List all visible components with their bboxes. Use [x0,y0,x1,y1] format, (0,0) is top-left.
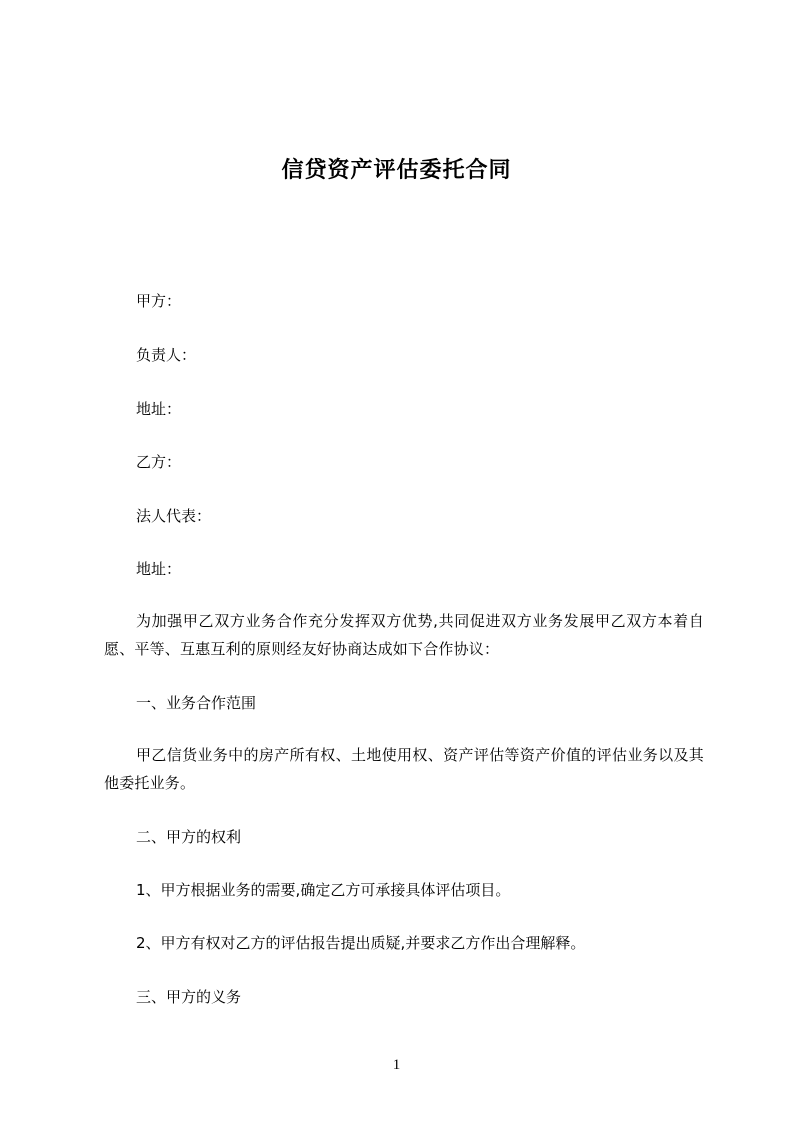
section-2-heading: 二、甲方的权利 [136,828,242,846]
section-2-item-2: 2、甲方有权对乙方的评估报告提出质疑,并要求乙方作出合理解释。 [136,934,586,952]
party-a-address-label: 地址： [136,400,182,418]
intro-paragraph: 为加强甲乙双方业务合作充分发挥双方优势,共同促进双方业务发展甲乙双方本着自愿、平等、互惠互利的原则经友好协商达成如下合作协议： [104,612,704,658]
page-number: 1 [392,1057,401,1073]
party-a-principal-label: 负责人： [136,346,197,364]
section-1-heading: 一、业务合作范围 [136,694,257,712]
party-b-legal-rep-label: 法人代表： [136,507,212,525]
section-2-item-1: 1、甲方根据业务的需要,确定乙方可承接具体评估项目。 [136,881,511,899]
party-b-label: 乙方： [136,453,182,471]
document-title: 信贷资产评估委托合同 [281,157,512,183]
section-3-heading: 三、甲方的义务 [136,988,242,1006]
party-b-address-label: 地址： [136,560,182,578]
party-a-label: 甲方： [136,292,182,310]
section-1-body: 甲乙信货业务中的房产所有权、土地使用权、资产评估等资产价值的评估业务以及其他委托业务。 [104,746,704,792]
